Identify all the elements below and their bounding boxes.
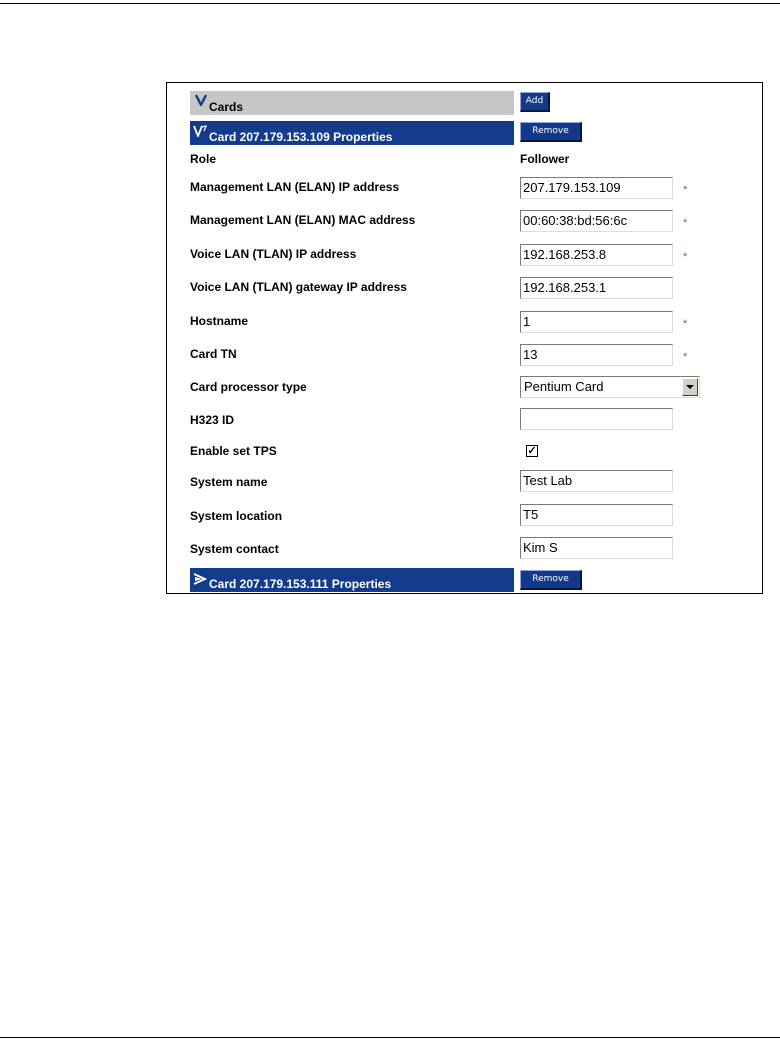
add-card-button[interactable]: Add [520,92,550,112]
expanded-card-icon[interactable] [193,125,207,137]
elan-ip-input[interactable]: 207.179.153.109 [520,177,673,199]
card-2-title: Card 207.179.153.111 Properties [209,577,392,591]
system-contact-label: System contact [190,542,279,556]
page-bottom-rule [0,1037,780,1038]
required-marker: * [683,184,688,196]
system-location-input[interactable]: T5 [520,504,673,526]
card-1-header[interactable] [190,121,514,145]
system-name-input[interactable]: Test Lab [520,470,673,492]
elan-ip-label: Management LAN (ELAN) IP address [190,180,400,194]
role-value: Follower [520,152,570,166]
card-2-header[interactable] [190,568,514,592]
remove-card-2-button[interactable]: Remove [520,570,582,590]
required-marker: * [683,217,688,229]
required-marker: * [683,318,688,330]
system-location-label: System location [190,509,283,523]
hostname-input[interactable]: 1 [520,311,673,333]
page-top-rule [0,3,780,4]
elan-mac-label: Management LAN (ELAN) MAC address [190,213,416,227]
hostname-label: Hostname [190,314,249,328]
h323-id-input[interactable] [520,408,673,430]
card-1-title: Card 207.179.153.109 Properties [209,130,393,144]
collapsed-card-icon[interactable] [193,573,207,585]
remove-card-1-button[interactable]: Remove [520,122,582,142]
processor-type-select[interactable] [520,376,700,398]
enable-tps-checkbox[interactable]: ✓ [527,445,537,457]
system-name-label: System name [190,475,268,489]
card-tn-label: Card TN [190,347,237,361]
cards-section-header[interactable] [190,91,514,115]
processor-type-value: Pentium Card [524,379,604,394]
required-marker: * [683,251,688,263]
chevron-down-icon[interactable] [195,94,207,106]
dropdown-arrow-icon[interactable] [682,378,698,396]
system-contact-input[interactable]: Kim S [520,537,673,559]
role-label: Role [190,152,217,166]
tlan-ip-input[interactable]: 192.168.253.8 [520,244,673,266]
tlan-ip-label: Voice LAN (TLAN) IP address [190,247,357,261]
card-tn-input[interactable]: 13 [520,344,673,366]
required-marker: * [683,351,688,363]
h323-id-label: H323 ID [190,413,235,427]
processor-type-label: Card processor type [190,380,307,394]
elan-mac-input[interactable]: 00:60:38:bd:56:6c [520,210,673,232]
tlan-gateway-label: Voice LAN (TLAN) gateway IP address [190,280,407,294]
cards-section-title: Cards [209,100,244,114]
enable-tps-label: Enable set TPS [190,444,277,458]
tlan-gateway-input[interactable]: 192.168.253.1 [520,277,673,299]
